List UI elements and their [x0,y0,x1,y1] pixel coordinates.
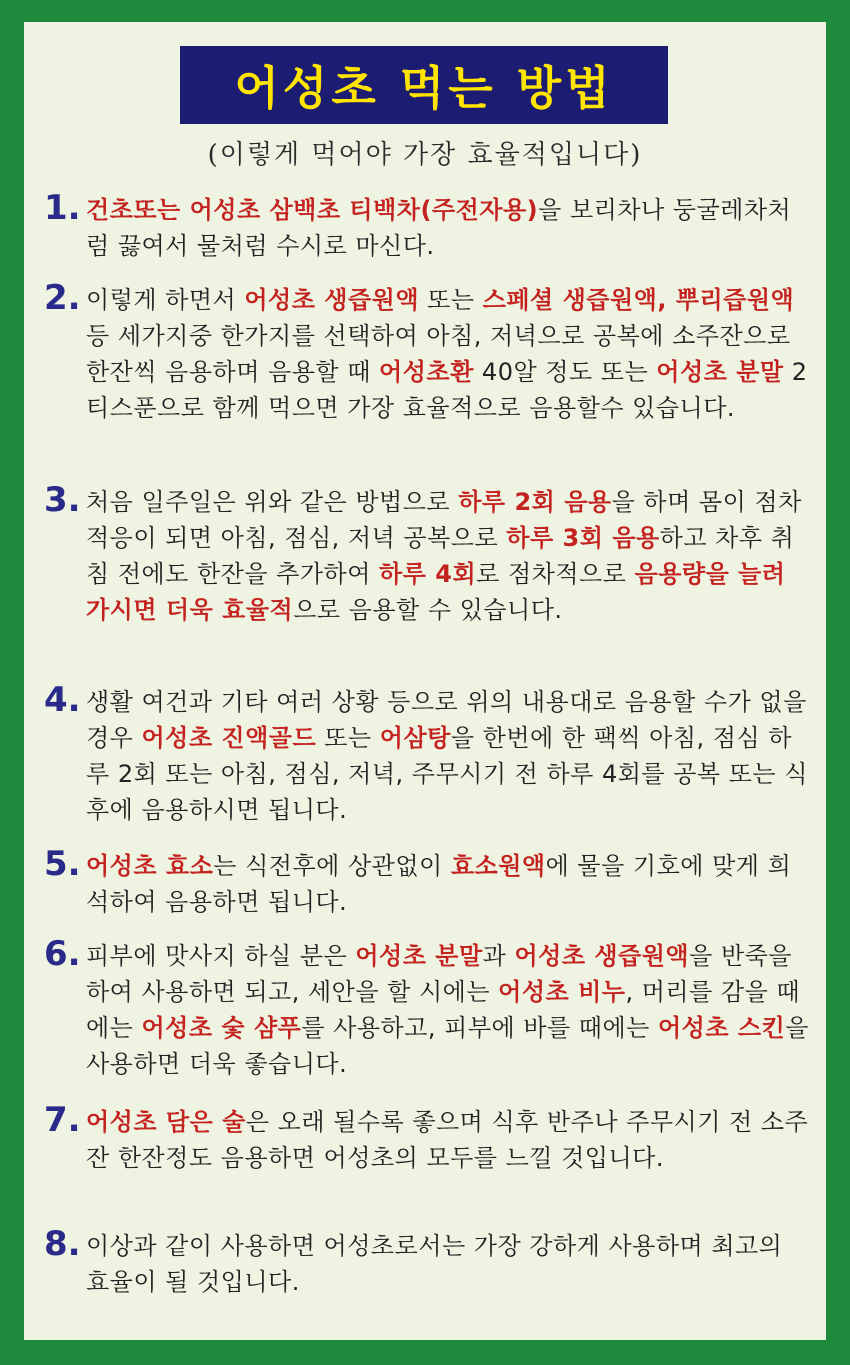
item-text [86,192,812,264]
highlight-text: 어성초 숯 샴푸 [141,1014,302,1042]
page-title: 어성초 먹는 방법 [234,61,614,115]
item-text [86,684,812,828]
title-banner [180,46,668,124]
item-text [86,1228,812,1300]
body-text: 또는 [316,724,380,752]
highlight-text: 어성초 진액골드 [141,724,317,752]
highlight-text: 어성초 스킨 [658,1014,786,1042]
list-item [44,844,812,920]
body-text: 생활 여건과 기타 여러 상황 등으로 위의 내용대로 음용할 수가 없을 경우 [86,688,807,752]
highlight-text: 하루 3회 음용 [506,524,660,552]
body-text: 2티스푼으로 함께 먹으면 가장 효율적으로 음용할수 있습니다. [86,358,808,422]
body-text: 이렇게 하면서 [86,286,245,314]
item-text [86,1104,812,1176]
body-text: 는 식전후에 상관없이 [213,852,451,880]
highlight-text: 어성초 분말 [355,942,483,970]
item-number: 1. [44,188,81,228]
highlight-text: 어성초 비누 [498,978,626,1006]
highlight-text: 효소원액 [450,852,546,880]
highlight-text: 어성초 담은 술 [86,1108,246,1136]
body-text: 은 오래 될수록 좋으며 식후 반주나 주무시기 전 소주잔 한잔정도 음용하면 어성초의 모두를 느낄 것입니다. [86,1108,809,1172]
highlight-text: 어성초 효소 [86,852,214,880]
item-number: 7. [44,1100,81,1140]
body-text: 이상과 같이 사용하면 어성초로서는 가장 강하게 사용하며 최고의 효율이 될 것입니다. [86,1232,783,1296]
item-text [86,848,812,920]
page-subtitle: (이렇게 먹어야 가장 효율적입니다) [207,140,643,170]
body-text: 피부에 맛사지 하실 분은 [86,942,356,970]
item-text [86,484,812,628]
highlight-text: 어성초 생즙원액 [514,942,690,970]
body-text: 하고 차후 취침 전에도 한잔을 추가하여 [86,524,795,588]
content-panel [24,22,826,1340]
body-text: 에 물을 기호에 맞게 희석하여 음용하면 됩니다. [86,852,792,916]
list-item [44,1224,812,1300]
item-number: 6. [44,934,81,974]
body-text: 을 보리차나 둥굴레차처럼 끓여서 물처럼 수시로 마신다. [86,196,792,260]
body-text: 로 점차적으로 [476,560,635,588]
item-number: 4. [44,680,81,720]
highlight-text: 건초또는 어성초 삼백초 티백차(주전자용) [86,196,539,224]
body-text: 등 세가지중 한가지를 선택하여 아침, 저녁으로 공복에 소주잔으로 한잔씩 음용하며 음용할 때 [86,322,791,386]
highlight-text: 어성초 분말 [656,358,784,386]
body-text: 을 반죽을 하여 사용하면 되고, 세안을 할 시에는 [86,942,792,1006]
highlight-text: 하루 4회 [379,560,477,588]
body-text: 을 사용하면 더욱 좋습니다. [86,1014,809,1078]
item-text [86,938,812,1082]
body-text: 처음 일주일은 위와 같은 방법으로 [86,488,459,516]
highlight-text: 어삼탕 [379,724,451,752]
item-text [86,282,812,426]
list-item [44,1100,812,1176]
body-text: 을 한번에 한 팩씩 아침, 점심 하루 2회 또는 아침, 점심, 저녁, 주무시기 전 하루 4회를 공복 또는 식후에 음용하시면 됩니다. [86,724,808,824]
body-text: 을 하며 몸이 점차 적응이 되면 아침, 점심, 저녁 공복으로 [86,488,802,552]
list-item [44,934,812,1082]
body-text: 으로 음용할 수 있습니다. [293,596,563,624]
item-number: 3. [44,480,81,520]
list-item [44,278,812,426]
highlight-text: 어성초 생즙원액 [244,286,420,314]
highlight-text: 하루 2회 음용 [458,488,612,516]
body-text: 40알 정도 또는 [473,358,657,386]
list-item [44,188,812,264]
item-number: 5. [44,844,81,884]
body-text: 또는 [419,286,483,314]
highlight-text: 어성초환 [379,358,474,386]
highlight-text: 음용량을 늘려 가시면 더욱 효율적 [86,560,786,624]
highlight-text: 스페셜 생즙원액, 뿌리즙원액 [482,286,795,314]
body-text: 과 [482,942,515,970]
item-number: 2. [44,278,81,318]
body-text: 를 사용하고, 피부에 바를 때에는 [301,1014,658,1042]
body-text: , 머리를 감을 때에는 [86,978,801,1042]
list-item [44,680,812,828]
list-item [44,480,812,628]
item-number: 8. [44,1224,81,1264]
